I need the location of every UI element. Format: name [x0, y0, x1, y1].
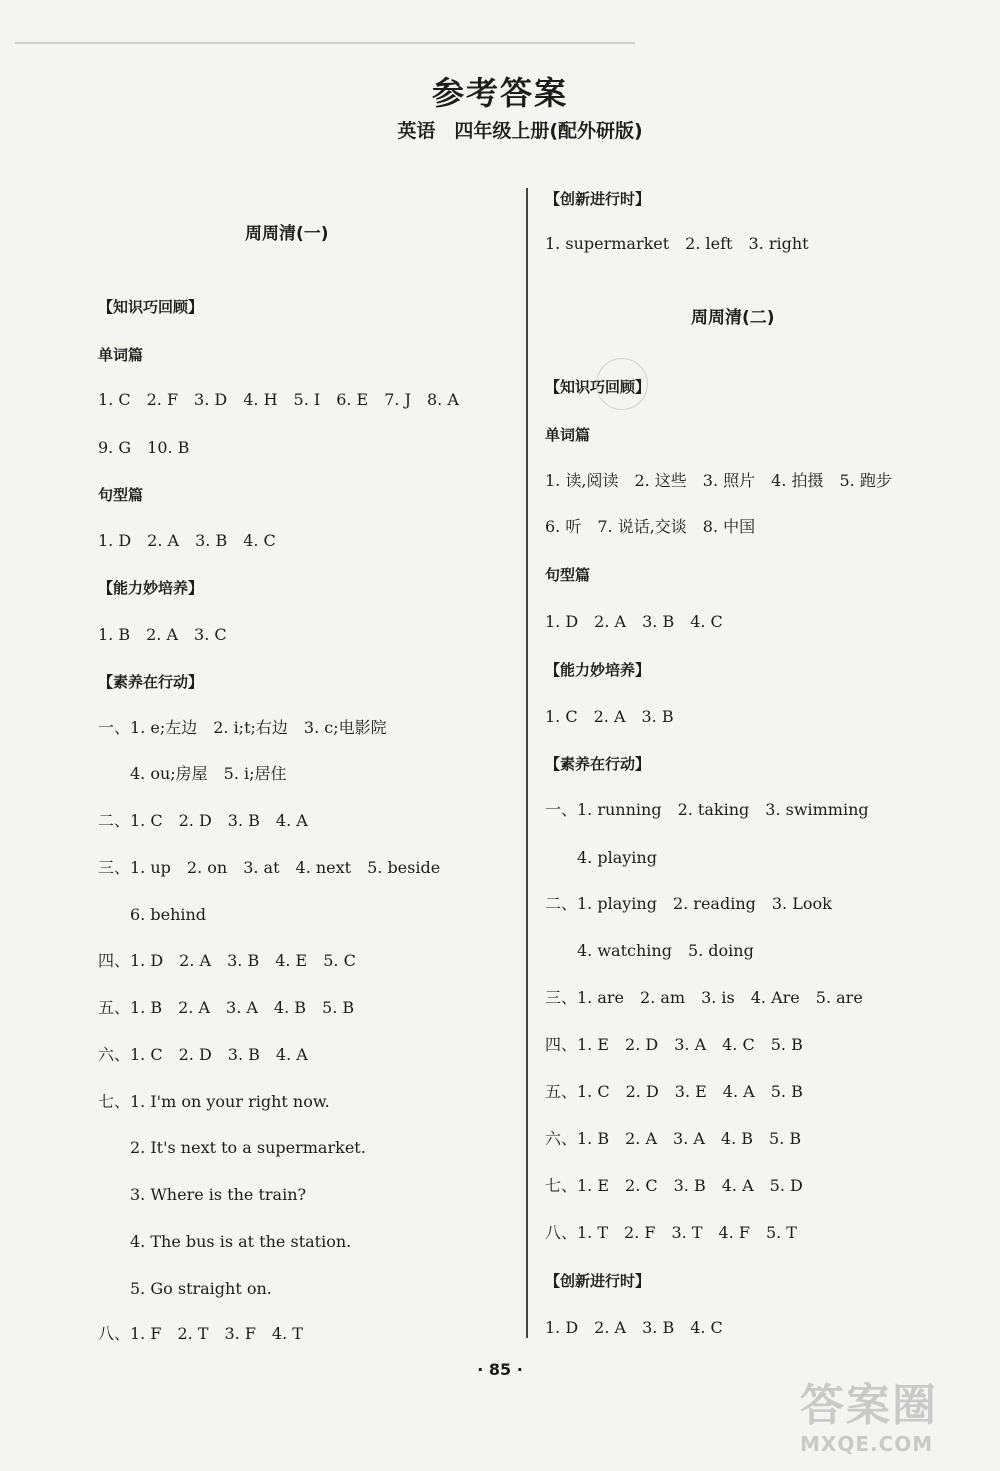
answer-line: 五、1. C 2. D 3. E 4. A 5. B [545, 1082, 803, 1101]
section-heading: 【素养在行动】 [98, 673, 204, 691]
section-heading: 【创新进行时】 [545, 1272, 651, 1290]
answer-line: 七、1. E 2. C 3. B 4. A 5. D [545, 1176, 803, 1195]
answer-line: 3. Where is the train? [130, 1185, 307, 1204]
answer-line: 八、1. T 2. F 3. T 4. F 5. T [545, 1223, 797, 1242]
page-title: 参考答案 [431, 74, 568, 112]
answer-line: 4. playing [577, 848, 657, 867]
column-divider [526, 188, 528, 1338]
week-one-title: 周周清(一) [245, 224, 329, 244]
answer-line: 一、1. e;左边 2. i;t;右边 3. c;电影院 [98, 718, 387, 737]
answer-line: 1. D 2. A 3. B 4. C [545, 612, 723, 631]
answer-line: 一、1. running 2. taking 3. swimming [545, 800, 869, 819]
top-rule [15, 42, 635, 44]
watermark-logo [800, 1380, 980, 1460]
answer-line: 六、1. C 2. D 3. B 4. A [98, 1045, 308, 1064]
section-heading: 【知识巧回顾】 [98, 298, 204, 316]
answer-line: 1. supermarket 2. left 3. right [545, 234, 809, 253]
answer-line: 1. D 2. A 3. B 4. C [98, 531, 276, 550]
section-heading: 【素养在行动】 [545, 755, 651, 773]
answer-line: 6. 听 7. 说话,交谈 8. 中国 [545, 517, 756, 536]
answer-line: 三、1. are 2. am 3. is 4. Are 5. are [545, 988, 863, 1007]
answer-line: 1. B 2. A 3. C [98, 625, 227, 644]
answer-line: 5. Go straight on. [130, 1279, 272, 1298]
answer-line: 四、1. E 2. D 3. A 4. C 5. B [545, 1035, 803, 1054]
answer-line: 4. ou;房屋 5. i;居住 [130, 764, 287, 783]
answer-line: 1. C 2. F 3. D 4. H 5. I 6. E 7. J 8. A [98, 390, 459, 409]
answer-line: 2. It's next to a supermarket. [130, 1138, 366, 1157]
answer-line: 三、1. up 2. on 3. at 4. next 5. beside [98, 858, 441, 877]
page-subtitle: 英语 四年级上册(配外研版) [397, 120, 643, 142]
answer-line: 二、1. C 2. D 3. B 4. A [98, 811, 308, 830]
answer-line: 9. G 10. B [98, 438, 190, 457]
answer-line: 六、1. B 2. A 3. A 4. B 5. B [545, 1129, 802, 1148]
watermark-text: 答案圈 [800, 1380, 938, 1431]
subsection-heading: 句型篇 [545, 566, 591, 584]
subsection-heading: 句型篇 [98, 486, 144, 504]
answer-line: 八、1. F 2. T 3. F 4. T [98, 1324, 303, 1343]
answer-line: 4. The bus is at the station. [130, 1232, 352, 1251]
section-heading: 【创新进行时】 [545, 190, 651, 208]
answer-line: 四、1. D 2. A 3. B 4. E 5. C [98, 951, 356, 970]
section-heading: 【能力妙培养】 [98, 579, 204, 597]
answer-line: 二、1. playing 2. reading 3. Look [545, 894, 832, 913]
subsection-heading: 单词篇 [98, 346, 144, 364]
answer-line: 七、1. I'm on your right now. [98, 1092, 330, 1111]
week-two-title: 周周清(二) [691, 308, 775, 328]
section-heading: 【能力妙培养】 [545, 661, 651, 679]
watermark-url: MXQE.COM [800, 1432, 934, 1456]
answer-line: 五、1. B 2. A 3. A 4. B 5. B [98, 998, 355, 1017]
subsection-heading: 单词篇 [545, 426, 591, 444]
faded-stamp [596, 358, 648, 410]
answer-line: 4. watching 5. doing [577, 941, 754, 960]
section-heading: 【知识巧回顾】 [545, 378, 651, 396]
answer-line: 1. 读,阅读 2. 这些 3. 照片 4. 拍摄 5. 跑步 [545, 471, 892, 490]
answer-line: 6. behind [130, 905, 207, 924]
page-number: · 85 · [477, 1360, 523, 1379]
answer-line: 1. C 2. A 3. B [545, 707, 674, 726]
answer-line: 1. D 2. A 3. B 4. C [545, 1318, 723, 1337]
